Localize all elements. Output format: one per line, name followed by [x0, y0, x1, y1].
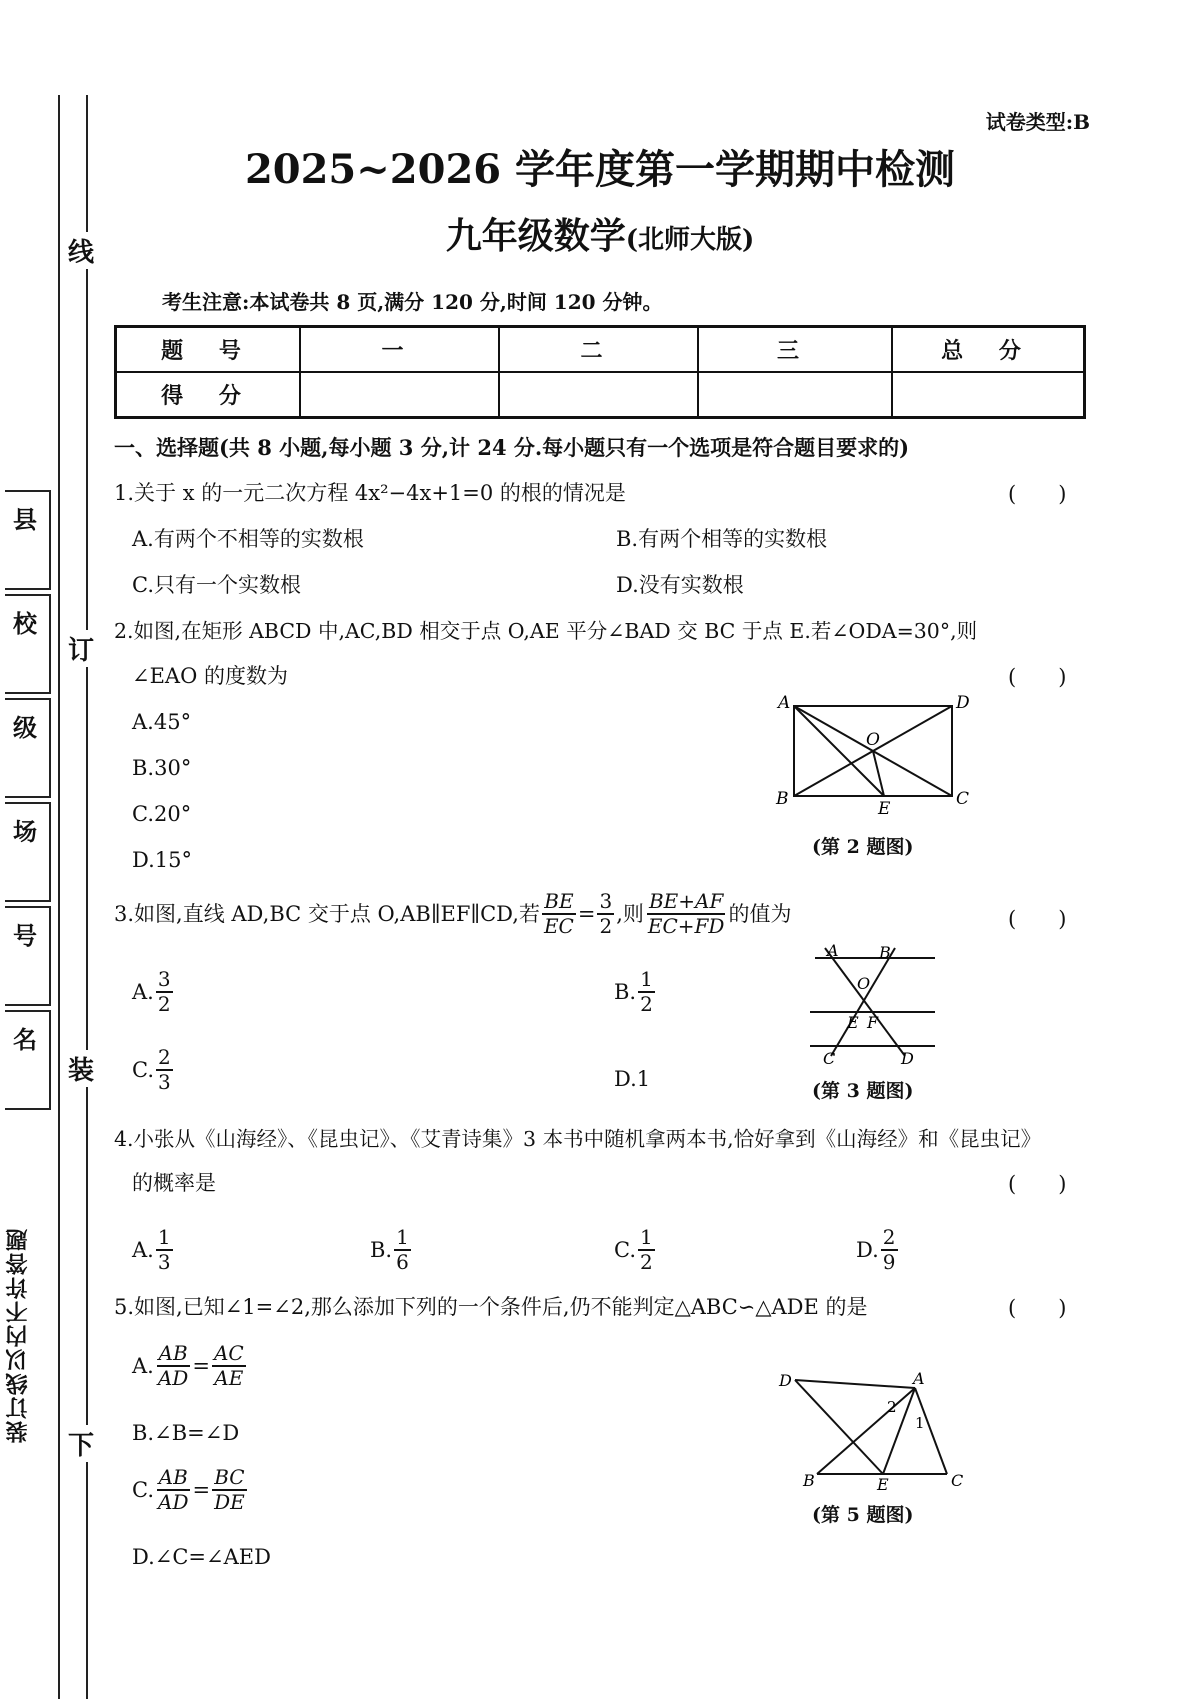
binding-hint-bind: 装 — [68, 1050, 94, 1087]
score-cell-3[interactable] — [698, 372, 892, 418]
binding-hint-staple: 订 — [68, 630, 94, 667]
q2-point-d: D — [956, 693, 970, 713]
q2-stem-line1: 2.如图,在矩形 ABCD 中,AC,BD 相交于点 O,AE 平分∠BAD 交 BC 于点 E.若∠ODA=30°,则 — [114, 619, 978, 643]
q1-answer-paren[interactable]: ( ) — [1008, 482, 1067, 506]
q3-point-e: E — [847, 1013, 859, 1032]
q5-option-a[interactable]: A. $\frac{AB}{AD}$ = $\frac{AC}{AE}$ — [132, 1341, 244, 1390]
q2-caption: (第 2 题图) — [812, 836, 914, 858]
score-col-2: 二 — [499, 327, 698, 373]
binding-hint-below: 下 — [68, 1425, 94, 1462]
q5-figure — [775, 1370, 975, 1490]
candidate-notice: 考生注意:本试卷共 8 页,满分 120 分,时间 120 分钟。 — [162, 290, 663, 314]
q2-point-a: A — [778, 693, 791, 713]
q5-caption: (第 5 题图) — [812, 1504, 914, 1526]
q3-figure — [805, 944, 940, 1066]
q5-point-e: E — [877, 1475, 889, 1490]
q3-point-o: O — [857, 974, 871, 993]
q5-point-a: A — [913, 1370, 925, 1388]
q5-angle-2: 2 — [887, 1398, 897, 1416]
q3-point-f: F — [867, 1013, 879, 1032]
q3-fraction-given: $\frac{3}{2}$ — [599, 889, 613, 938]
paper-type: 试卷类型:B — [985, 110, 1090, 134]
q2-segment-ae — [794, 706, 884, 796]
q1-option-d[interactable]: D.没有实数根 — [616, 573, 744, 597]
score-col-label: 题 号 — [116, 327, 301, 373]
field-class: 级 — [5, 698, 51, 798]
q5-option-c[interactable]: C. $\frac{AB}{AD}$ = $\frac{BC}{DE}$ — [132, 1465, 245, 1514]
q4-option-a[interactable]: A. $\frac{1}{3}$ — [132, 1225, 171, 1274]
q3-answer-paren[interactable]: ( ) — [1008, 907, 1067, 931]
exam-subtitle — [0, 208, 1200, 259]
score-cell-1[interactable] — [300, 372, 499, 418]
field-exam-room: 场 — [5, 802, 51, 902]
edition: (北师大版) — [625, 225, 755, 255]
binding-hint-line: 线 — [68, 232, 94, 269]
q3-point-a: A — [827, 944, 839, 960]
q2-point-b: B — [776, 789, 789, 809]
q5-stem: 5.如图,已知∠1=∠2,那么添加下列的一个条件后,仍不能判定△ABC∽△ADE 的是 — [114, 1295, 868, 1319]
q3-point-c: C — [823, 1049, 836, 1066]
q2-answer-paren[interactable]: ( ) — [1008, 665, 1067, 689]
q1-stem: 1.关于 x 的一元二次方程 4x²−4x+1=0 的根的情况是 — [114, 481, 626, 505]
score-col-3: 三 — [698, 327, 892, 373]
q4-answer-paren[interactable]: ( ) — [1008, 1172, 1067, 1196]
q2-figure — [770, 690, 980, 820]
q5-point-d: D — [779, 1371, 792, 1390]
q4-option-c[interactable]: C. $\frac{1}{2}$ — [614, 1225, 653, 1274]
score-col-1: 一 — [300, 327, 499, 373]
no-answer-note: 装订线以内不许答题 — [5, 1227, 31, 1443]
q3-caption: (第 3 题图) — [812, 1080, 914, 1102]
q3-line-bc — [831, 948, 895, 1056]
q5-segment-da — [795, 1380, 915, 1388]
section1-heading: 一、选择题(共 8 小题,每小题 3 分,计 24 分.每小题只有一个选项是符合题目要求的) — [114, 435, 910, 460]
q5-segment-ab — [817, 1388, 915, 1474]
score-table — [114, 325, 1086, 419]
subject-name: 九年级数学 — [445, 215, 626, 257]
q5-answer-paren[interactable]: ( ) — [1008, 1296, 1067, 1320]
q2-option-c[interactable]: C.20° — [132, 802, 192, 826]
field-school: 校 — [5, 594, 51, 694]
q2-option-b[interactable]: B.30° — [132, 756, 192, 780]
q5-point-c: C — [951, 1471, 964, 1490]
q5-angle-1: 1 — [915, 1414, 925, 1432]
q3-option-c[interactable]: C. $\frac{2}{3}$ — [132, 1045, 171, 1094]
exam-title: 2025~2026 学年度第一学期期中检测 — [244, 146, 956, 193]
q3-point-b: B — [879, 944, 891, 962]
q4-stem-line1: 4.小张从《山海经》、《昆虫记》、《艾青诗集》3 本书中随机拿两本书,恰好拿到《山海经》和《昆虫记》 — [114, 1127, 1042, 1151]
q5-option-d[interactable]: D.∠C=∠AED — [132, 1545, 271, 1569]
q2-point-e: E — [878, 799, 891, 819]
q5-point-b: B — [803, 1471, 815, 1490]
q3-line-ad — [825, 948, 905, 1056]
q3-option-b[interactable]: B. $\frac{1}{2}$ — [614, 967, 653, 1016]
binding-line-outer — [58, 95, 60, 1699]
q5-option-b[interactable]: B.∠B=∠D — [132, 1421, 240, 1445]
field-county: 县 — [5, 490, 51, 590]
q2-option-a[interactable]: A.45° — [132, 710, 192, 734]
q2-point-c: C — [956, 789, 970, 809]
q1-option-a[interactable]: A.有两个不相等的实数根 — [132, 527, 364, 551]
q3-option-a[interactable]: A. $\frac{3}{2}$ — [132, 967, 171, 1016]
score-cell-total[interactable] — [892, 372, 1085, 418]
score-header-row — [116, 327, 1085, 373]
q3-stem: 3.如图,直线 AD,BC 交于点 O,AB∥EF∥CD,若 $\frac{BE}{EC}$ = $\frac{3}{2}$ ,则 $\frac{BE+AF}{EC+FD}$ 的值为 — [114, 889, 792, 938]
score-cell-2[interactable] — [499, 372, 698, 418]
q4-option-b[interactable]: B. $\frac{1}{6}$ — [370, 1225, 409, 1274]
q2-point-o: O — [866, 730, 880, 750]
q4-stem-line2: 的概率是 — [132, 1171, 216, 1195]
q3-fraction-be-ec: $\frac{BE}{EC}$ — [543, 889, 574, 938]
q1-option-c[interactable]: C.只有一个实数根 — [132, 573, 301, 597]
q3-stem-text: 3.如图,直线 AD,BC 交于点 O,AB∥EF∥CD,若 — [114, 902, 540, 926]
q3-fraction-target: $\frac{BE+AF}{EC+FD}$ — [647, 889, 725, 938]
q3-option-d[interactable]: D.1 — [614, 1067, 651, 1091]
q2-option-d[interactable]: D.15° — [132, 848, 192, 872]
q1-option-b[interactable]: B.有两个相等的实数根 — [616, 527, 828, 551]
score-row-label: 得 分 — [116, 372, 301, 418]
score-col-total: 总 分 — [892, 327, 1085, 373]
q4-option-d[interactable]: D. $\frac{2}{9}$ — [856, 1225, 896, 1274]
q3-point-d: D — [901, 1049, 914, 1066]
q2-stem-line2: ∠EAO 的度数为 — [132, 664, 288, 688]
score-value-row — [116, 372, 1085, 418]
field-name: 名 — [5, 1010, 51, 1110]
field-number: 号 — [5, 906, 51, 1006]
